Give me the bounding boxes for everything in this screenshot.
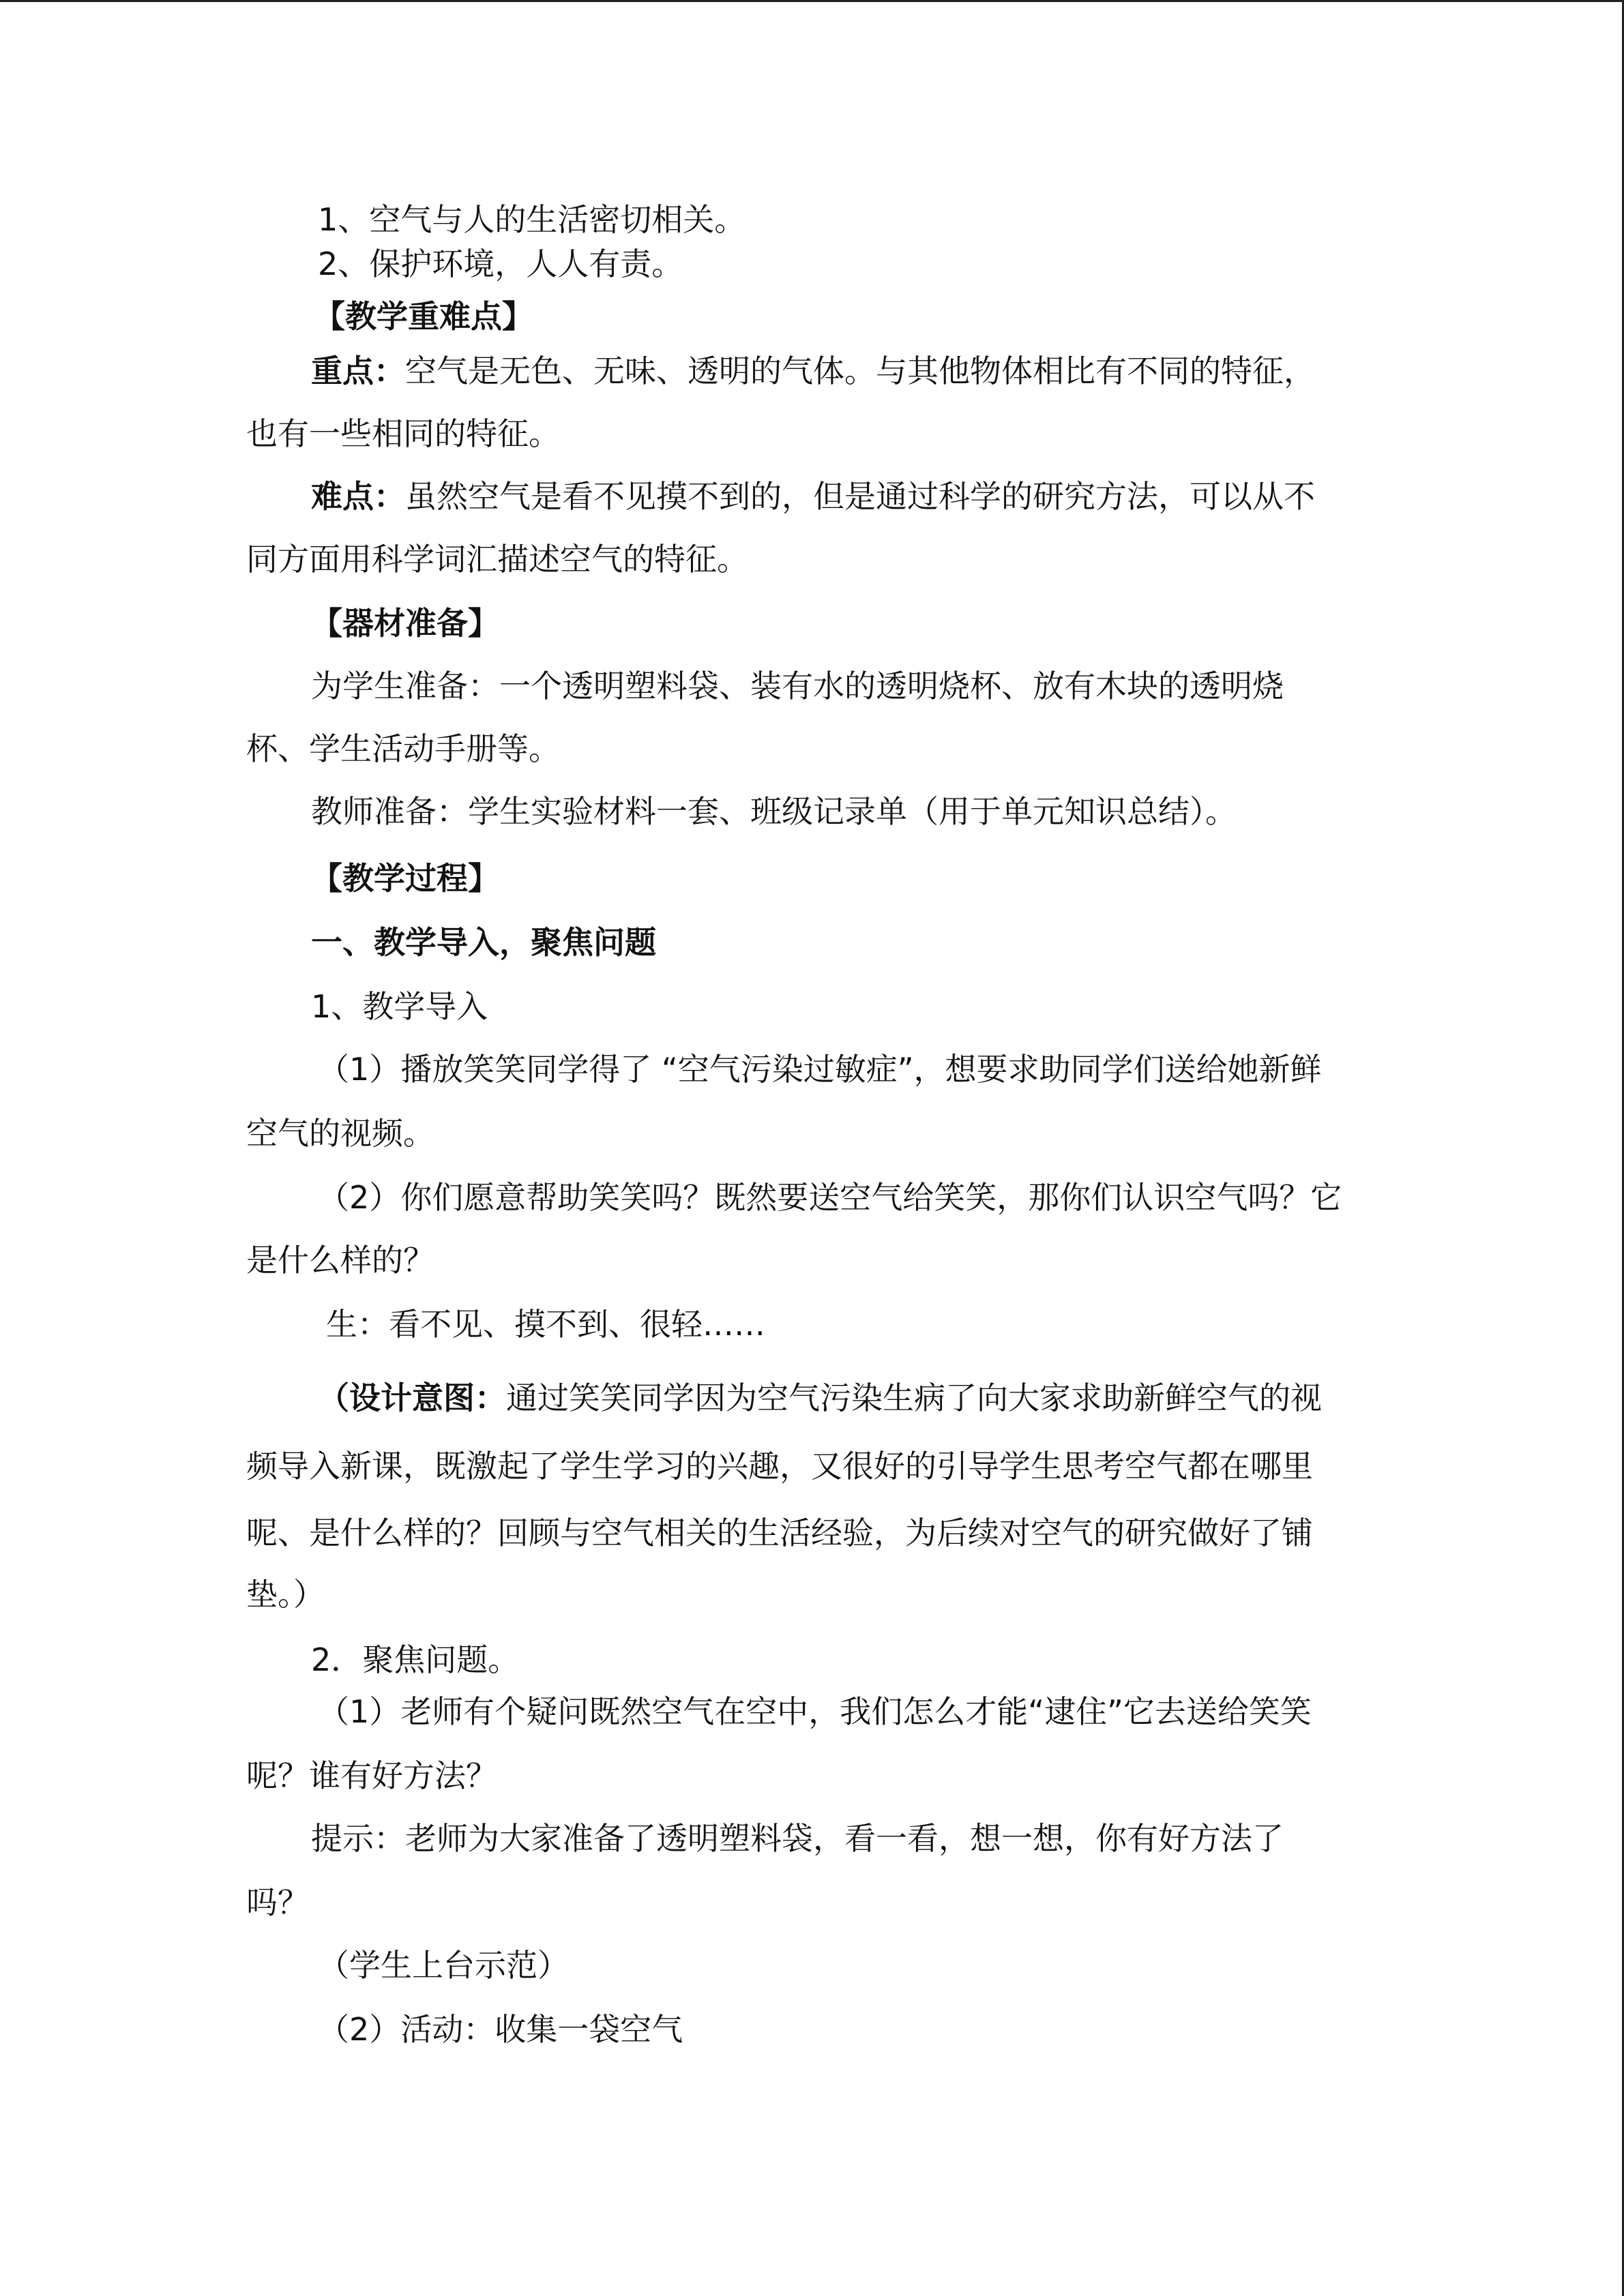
- key-point-label: 重点：: [311, 353, 405, 389]
- difficult-point-line-2: 同方面用科学词汇描述空气的特征。: [246, 541, 748, 578]
- heading-key-difficult: 【教学重难点】: [314, 298, 533, 335]
- student-answer: 生：看不见、摸不到、很轻……: [326, 1306, 765, 1343]
- page-border-top: [0, 0, 1624, 2]
- section-1-title: 一、教学导入，聚焦问题: [311, 924, 656, 961]
- design-intent-line-4: 垫。）: [246, 1576, 325, 1613]
- difficult-point-text: 虽然空气是看不见摸不到的，但是通过科学的研究方法，可以从不: [405, 478, 1315, 515]
- materials-student-line-2: 杯、学生活动手册等。: [246, 730, 560, 767]
- objective-2: 2、保护环境，人人有责。: [318, 245, 683, 282]
- key-point-text: 空气是无色、无味、透明的气体。与其他物体相比有不同的特征，: [405, 353, 1315, 389]
- paragraph-2-line-2: 是什么样的？: [246, 1242, 434, 1279]
- design-intent-label: （设计意图：: [318, 1380, 506, 1416]
- design-intent-line-2: 频导入新课，既激起了学生学习的兴趣，又很好的引导学生思考空气都在哪里: [246, 1448, 1313, 1485]
- hint-line-1: 提示：老师为大家准备了透明塑料袋，看一看，想一想，你有好方法了: [311, 1820, 1284, 1857]
- paragraph-1-line-1: （1）播放笑笑同学得了 “空气污染过敏症”，想要求助同学们送给她新鲜: [318, 1051, 1322, 1088]
- difficult-point-label: 难点：: [311, 478, 405, 515]
- subsection-1-title: 1、教学导入: [311, 988, 488, 1025]
- heading-process: 【教学过程】: [311, 860, 499, 897]
- heading-materials: 【器材准备】: [311, 605, 499, 642]
- question-1-line-1: （1）老师有个疑问既然空气在空中，我们怎么才能“逮住”它去送给笑笑: [318, 1693, 1312, 1730]
- activity-line: （2）活动：收集一袋空气: [318, 2011, 683, 2048]
- materials-teacher: 教师准备：学生实验材料一套、班级记录单（用于单元知识总结）。: [311, 793, 1237, 830]
- subsection-2-title: 2．聚焦问题。: [311, 1641, 520, 1678]
- key-point-line-2: 也有一些相同的特征。: [246, 415, 560, 452]
- objective-1: 1、空气与人的生活密切相关。: [318, 201, 746, 238]
- key-point-line-1: [311, 351, 1315, 391]
- design-intent-text: 通过笑笑同学因为空气污染生病了向大家求助新鲜空气的视: [506, 1380, 1322, 1416]
- difficult-point-line-1: [311, 476, 1315, 517]
- question-1-line-2: 呢？谁有好方法？: [246, 1757, 497, 1794]
- design-intent-line-3: 呢、是什么样的？回顾与空气相关的生活经验，为后续对空气的研究做好了铺: [246, 1515, 1313, 1551]
- student-demo-note: （学生上台示范）: [318, 1947, 569, 1984]
- paragraph-2-line-1: （2）你们愿意帮助笑笑吗？既然要送空气给笑笑，那你们认识空气吗？它: [318, 1179, 1342, 1216]
- design-intent-line-1: [318, 1377, 1322, 1418]
- hint-line-2: 吗？: [246, 1884, 309, 1921]
- paragraph-1-line-2: 空气的视频。: [246, 1115, 434, 1152]
- materials-student-line-1: 为学生准备：一个透明塑料袋、装有水的透明烧杯、放有木块的透明烧: [311, 668, 1284, 704]
